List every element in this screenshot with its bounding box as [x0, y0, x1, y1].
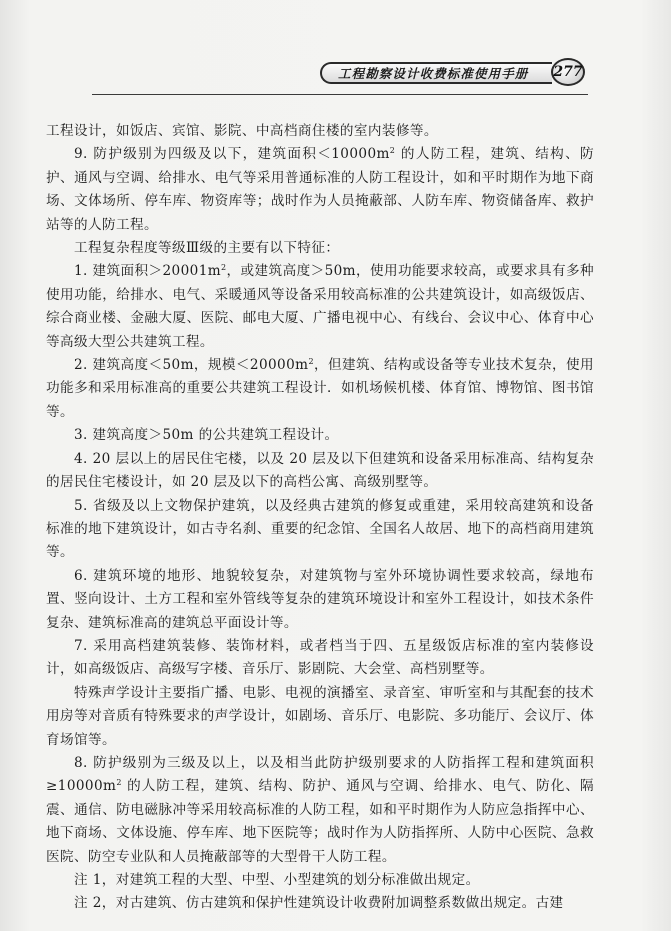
body-text	[46, 120, 594, 916]
text-run: ，但建筑、结构或设备等专业技术复杂，使用功能多和采用标准高的重要公共建筑工程设计．如机场候机楼、体育馆、博物馆、图书馆等。	[46, 357, 595, 420]
paragraph	[46, 565, 594, 635]
text-run: 特殊声学设计主要指广播、电影、电视的演播室、录音室、审听室和与其配套的技术用房等对音质有特殊要求的声学设计，如剧场、音乐厅、电影院、多功能厅、会议厅、体育场馆等。	[46, 684, 594, 748]
text-run: 6. 建筑环境的地形、地貌较复杂，对建筑物与室外环境协调性要求较高，绿地布置、竖向设计、土方工程和室外管线等复杂的建筑环境设计和室外工程设计，如技术条件复杂、建筑标准高的建筑总平面设计等。	[46, 567, 594, 631]
superscript: 2	[221, 263, 227, 273]
text-run: 的人防工程，建筑、结构、防护、通风与空调、给排水、电气等采用普通标准的人防工程设计，如和平时期作为地下商场、文体场所、停车库、物资库等；战时作为人员掩蔽部、人防车库、物资储备库、救护站等的人防工程。	[46, 146, 594, 233]
paragraph	[46, 354, 594, 424]
text-run: 8. 防护级别为三级及以上，以及相当此防护级别要求的人防指挥工程和建筑面积≥10000m	[46, 754, 594, 795]
text-run: 工程复杂程度等级Ⅲ级的主要有以下特征：	[74, 240, 340, 257]
superscript: 2	[389, 146, 396, 156]
text-run: 工程设计，如饭店、宾馆、影院、中高档商住楼的室内装修等。	[46, 123, 438, 139]
running-header	[320, 56, 585, 88]
paragraph	[46, 424, 594, 447]
text-run: 注 2，对古建筑、仿古建筑和保护性建筑设计收费附加调整系数做出规定。古建	[74, 895, 564, 912]
text-run: 9. 防护级别为四级及以下，建筑面积＜10000m	[74, 146, 390, 163]
paragraph	[46, 682, 594, 752]
text-run: 7. 采用高档建筑装修、装饰材料，或者档当于四、五星级饭店标准的室内装修设计，如高级饭店、高级写字楼、音乐厅、影剧院、大会堂、高档别墅等。	[46, 637, 594, 678]
text-run: 4. 20 层以上的居民住宅楼，以及 20 层及以下但建筑和设备采用标准高、结构复杂的居民住宅楼设计，如 20 层及以下的高档公寓、高级别墅等。	[46, 450, 594, 491]
paragraph	[46, 143, 594, 237]
header-rule	[92, 94, 588, 95]
text-run: 3. 建筑高度＞50m 的公共建筑工程设计。	[74, 427, 339, 444]
paragraph	[46, 869, 594, 892]
text-run: 的人防工程，建筑、结构、防护、通风与空调、给排水、电气、防化、隔震、通信、防电磁脉冲等采用较高标准的人防工程，如和平时期作为人防应急指挥中心、地下商场、文体设施、停车库、地下医院等；战时作为人防指挥所、人防中心医院、急救医院、防空专业队和人员掩蔽部等的大型骨干人防工程。	[46, 778, 594, 865]
superscript: 2	[308, 357, 314, 367]
text-run: 5. 省级及以上文物保护建筑，以及经典古建筑的修复或重建，采用较高建筑和设备标准的地下建筑设计，如古寺名刹、重要的纪念馆、全国名人故居、地下的高档商用建筑等。	[46, 497, 594, 561]
paragraph	[46, 635, 594, 682]
header-title: 工程勘察设计收费标准使用手册	[338, 66, 529, 81]
paragraph	[46, 237, 594, 260]
paragraph	[46, 120, 594, 143]
page-number: 277	[551, 58, 585, 86]
paragraph	[46, 892, 594, 915]
paragraph	[46, 752, 594, 869]
paragraph	[46, 495, 594, 565]
superscript: 2	[116, 778, 122, 788]
text-run: 2. 建筑高度＜50m，规模＜20000m	[74, 357, 309, 374]
text-run: 注 1，对建筑工程的大型、中型、小型建筑的划分标准做出规定。	[74, 872, 480, 888]
paragraph	[46, 448, 594, 495]
text-run: ，或建筑高度＞50m，使用功能要求较高，或要求具有多种使用功能，给排水、电气、采暖通风等设备采用较高标准的公共建筑设计，如高级饭店、综合商业楼、金融大厦、医院、邮电大厦、广播电视中心、有线台、会议中心、体育中心等高级大型公共建筑工程。	[46, 263, 594, 350]
paragraph	[46, 260, 594, 354]
text-run: 1. 建筑面积＞20001m	[74, 263, 222, 280]
